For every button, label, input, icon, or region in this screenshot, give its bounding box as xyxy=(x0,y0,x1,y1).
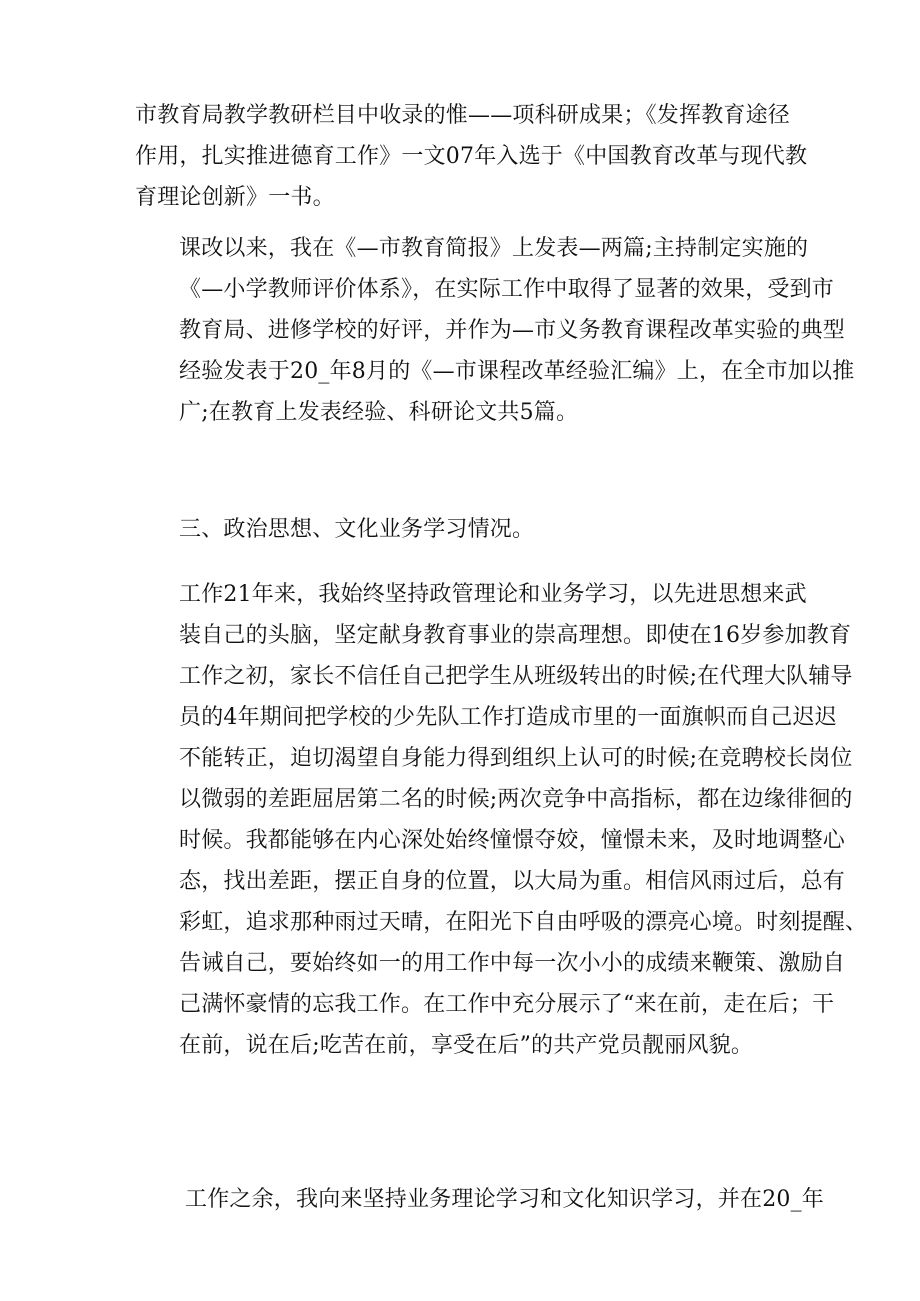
text-line: 以微弱的差距屈居第二名的时候;两次竞争中高指标，都在边缘徘徊的 xyxy=(179,787,853,812)
text-line: 市教育局教学教研栏目中收录的惟——项科研成果；《发挥教育途径 xyxy=(135,103,791,128)
text-line: 工作21年来，我始终坚持政管理论和业务学习，以先进思想来武 xyxy=(179,582,807,607)
paragraph-research-results xyxy=(135,95,808,218)
text-line: 己满怀豪情的忘我工作。在工作中充分展示了“来在前，走在后；干 xyxy=(179,992,835,1017)
text-line: 在前，说在后;吃苦在前，享受在后”的共产党员靓丽风貌。 xyxy=(179,1033,754,1058)
text-line: 工作之余，我向来坚持业务理论学习和文化知识学习，并在20_年 xyxy=(185,1187,824,1212)
text-line: 彩虹，追求那种雨过天晴，在阳光下自由呼吸的漂亮心境。时刻提醒、 xyxy=(179,910,868,935)
text-line: 经验发表于20_年8月的《—市课程改革经验汇编》上，在全市加以推 xyxy=(179,359,855,384)
section-heading: 三、政治思想、文化业务学习情况。 xyxy=(179,517,535,542)
paragraph-after-work-study xyxy=(135,1179,824,1220)
text-line: 课改以来，我在《—市教育简报》上发表—两篇;主持制定实施的 xyxy=(179,236,809,261)
text-line: 教育局、进修学校的好评，并作为—市义务教育课程改革实验的典型 xyxy=(179,318,846,343)
text-line: 不能转正，迫切渴望自身能力得到组织上认可的时候;在竞聘校长岗位 xyxy=(179,746,853,771)
text-line: 态，找出差距，摆正自身的位置，以大局为重。相信风雨过后，总有 xyxy=(179,869,846,894)
text-line: 作用，扎实推进德育工作》一文07年入选于《中国教育改革与现代教 xyxy=(135,144,808,169)
text-line: 员的4年期间把学校的少先队工作打造成市里的一面旗帜而自己迟迟 xyxy=(179,705,837,730)
text-line: 育理论创新》一书。 xyxy=(135,185,335,210)
text-line: 《—小学教师评价体系》，在实际工作中取得了显著的效果，受到市 xyxy=(179,277,835,302)
text-line: 时候。我都能够在内心深处始终憧憬夺姣，憧憬未来，及时地调整心 xyxy=(179,828,846,853)
paragraph-21-years-work xyxy=(135,574,868,1066)
text-line: 装自己的头脑，坚定献身教育事业的崇高理想。即使在16岁参加教育 xyxy=(179,623,852,648)
paragraph-curriculum-reform xyxy=(135,228,855,433)
text-line: 广;在教育上发表经验、科研论文共5篇。 xyxy=(179,400,579,425)
text-line: 工作之初，家长不信任自己把学生从班级转出的时候;在代理大队辅导 xyxy=(179,664,853,689)
text-line: 告诫自己，要始终如一的用工作中每一次小小的成绩来鞭策、激励自 xyxy=(179,951,846,976)
section-heading-political-study xyxy=(135,509,795,550)
